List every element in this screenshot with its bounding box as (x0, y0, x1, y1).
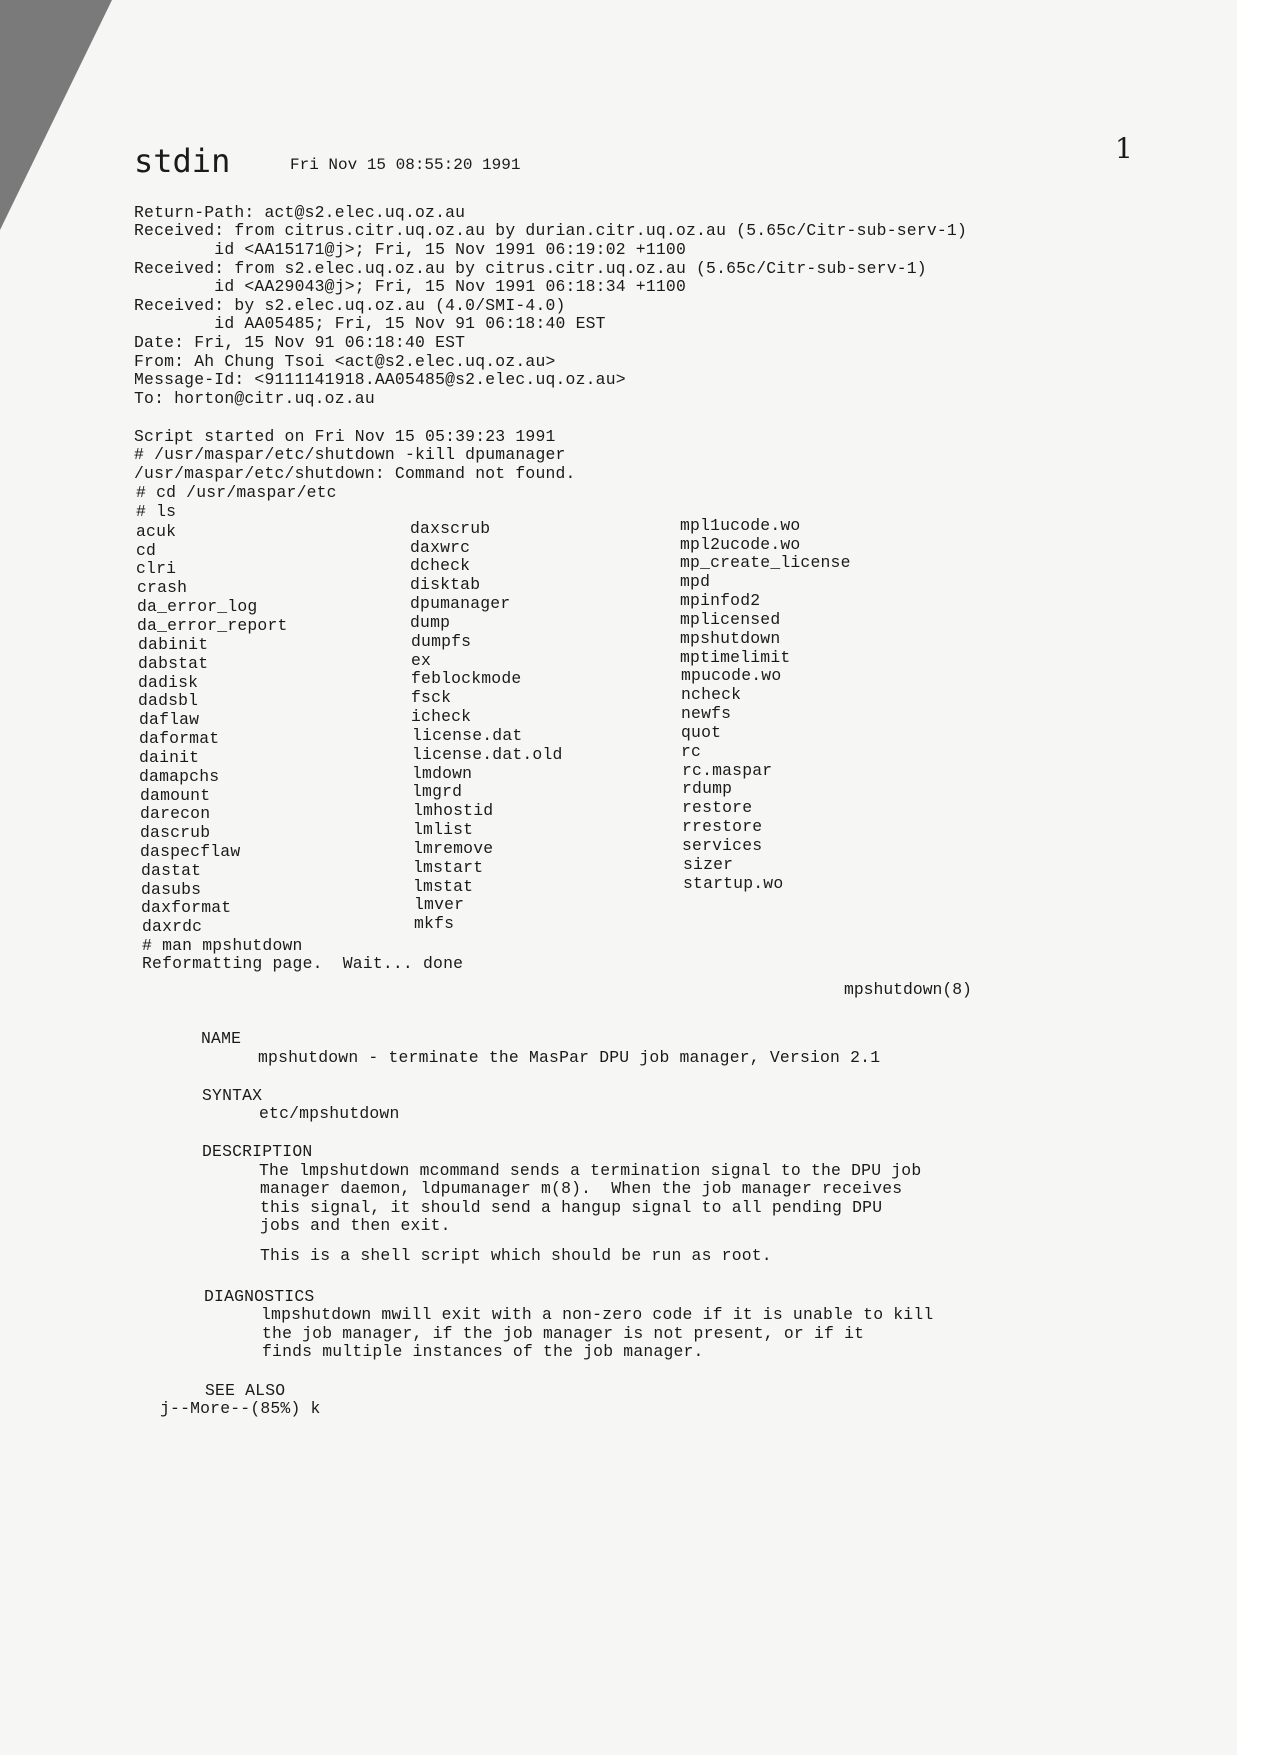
ls-entry: dadisk (138, 673, 199, 692)
man-description-note: This is a shell script which should be run as root. (260, 1246, 772, 1265)
ls-entry: mpshutdown (680, 629, 781, 648)
ls-entry: dastat (141, 861, 202, 880)
man-command: # man mpshutdown (142, 936, 303, 955)
ls-entry: mpd (680, 572, 711, 591)
ls-entry: ncheck (681, 685, 742, 704)
man-see-also-heading: SEE ALSO (205, 1381, 286, 1400)
mail-header-line: Received: from citrus.citr.uq.oz.au by durian.citr.uq.oz.au (5.65c/Citr-sub-serv-1) (134, 221, 967, 240)
ls-entry: crash (137, 578, 188, 597)
ls-entry: dasubs (141, 880, 202, 899)
ls-entry: lmver (414, 895, 465, 914)
ls-entry: clri (136, 559, 177, 578)
ls-entry: daxformat (141, 898, 232, 917)
ls-entry: mp_create_license (680, 553, 851, 572)
mail-header-line: id <AA29043@j>; Fri, 15 Nov 1991 06:18:34 +1100 (134, 277, 686, 296)
man-section-header: mpshutdown(8) (844, 980, 972, 999)
man-diagnostics-line: finds multiple instances of the job manager. (262, 1342, 704, 1361)
ls-entry: lmlist (413, 820, 474, 839)
ls-entry: mpucode.wo (681, 666, 782, 685)
ls-entry: mpl2ucode.wo (680, 535, 801, 554)
ls-entry: restore (682, 798, 753, 817)
ls-entry: dabinit (138, 635, 209, 654)
man-diagnostics-line: lmpshutdown mwill exit with a non-zero code if it is unable to kill (261, 1305, 934, 1324)
ls-entry: mpl1ucode.wo (680, 516, 801, 535)
mail-header-line: Received: by s2.elec.uq.oz.au (4.0/SMI-4.0) (134, 296, 566, 315)
page-edge (1237, 0, 1275, 1755)
ls-entry: dabstat (138, 654, 209, 673)
ls-entry: feblockmode (411, 669, 522, 688)
ls-entry: rc (681, 742, 702, 761)
ls-entry: license.dat (412, 726, 523, 745)
ls-entry: license.dat.old (412, 745, 563, 764)
mail-header-line: Message-Id: <9111141918.AA05485@s2.elec.uq.oz.au> (134, 370, 626, 389)
script-line: # cd /usr/maspar/etc (136, 483, 337, 502)
document-title: stdin (134, 142, 231, 180)
ls-entry: dainit (139, 748, 200, 767)
ls-entry: sizer (683, 855, 734, 874)
man-description-line: manager daemon, ldpumanager m(8). When the job manager receives (260, 1179, 903, 1198)
script-line: # /usr/maspar/etc/shutdown -kill dpumanager (134, 445, 566, 464)
ls-entry: cd (136, 541, 157, 560)
ls-entry: ex (411, 651, 432, 670)
ls-entry: da_error_report (137, 616, 288, 635)
ls-entry: mptimelimit (680, 648, 791, 667)
ls-entry: lmhostid (413, 801, 494, 820)
ls-entry: services (682, 836, 763, 855)
man-description-heading: DESCRIPTION (202, 1142, 313, 1161)
man-description-line: The lmpshutdown mcommand sends a termination signal to the DPU job (259, 1161, 922, 1180)
man-description-line: this signal, it should send a hangup signal to all pending DPU (260, 1198, 883, 1217)
ls-entry: dumpfs (411, 632, 472, 651)
ls-entry: lmdown (412, 764, 473, 783)
reformat-status: Reformatting page. Wait... done (142, 954, 464, 973)
pager-prompt: j--More--(85%) k (160, 1399, 321, 1418)
ls-entry: damount (140, 786, 211, 805)
ls-entry: icheck (411, 707, 472, 726)
ls-entry: daflaw (139, 710, 200, 729)
man-name-text: mpshutdown - terminate the MasPar DPU job manager, Version 2.1 (258, 1048, 881, 1067)
script-line: /usr/maspar/etc/shutdown: Command not found. (134, 464, 576, 483)
ls-entry: fsck (411, 688, 452, 707)
ls-entry: mpinfod2 (680, 591, 761, 610)
ls-entry: rc.maspar (682, 761, 773, 780)
ls-entry: daformat (139, 729, 220, 748)
page-number: 1 (1115, 132, 1133, 165)
ls-entry: dpumanager (410, 594, 511, 613)
ls-entry: mplicensed (680, 610, 781, 629)
ls-entry: rdump (682, 779, 733, 798)
ls-entry: rrestore (682, 817, 763, 836)
man-description-line: jobs and then exit. (260, 1216, 451, 1235)
ls-entry: daxrdc (142, 917, 203, 936)
ls-entry: mkfs (414, 914, 455, 933)
mail-header-line: id AA05485; Fri, 15 Nov 91 06:18:40 EST (134, 314, 606, 333)
ls-entry: acuk (136, 522, 177, 541)
man-syntax-text: etc/mpshutdown (259, 1104, 400, 1123)
script-line: # ls (136, 502, 177, 521)
ls-entry: lmstart (413, 858, 484, 877)
ls-entry: dump (410, 613, 451, 632)
ls-entry: quot (681, 723, 722, 742)
script-line: Script started on Fri Nov 15 05:39:23 1991 (134, 427, 556, 446)
ls-entry: darecon (140, 804, 211, 823)
ls-entry: startup.wo (683, 874, 784, 893)
ls-entry: lmstat (413, 877, 474, 896)
man-diagnostics-heading: DIAGNOSTICS (204, 1287, 315, 1306)
ls-entry: daxwrc (410, 538, 471, 557)
ls-entry: da_error_log (137, 597, 258, 616)
ls-entry: daspecflaw (140, 842, 241, 861)
ls-entry: damapchs (139, 767, 220, 786)
document-date: Fri Nov 15 08:55:20 1991 (290, 156, 521, 174)
mail-header-line: To: horton@citr.uq.oz.au (134, 389, 375, 408)
ls-entry: dascrub (140, 823, 211, 842)
ls-entry: lmgrd (412, 782, 463, 801)
mail-header-line: Return-Path: act@s2.elec.uq.oz.au (134, 203, 466, 222)
ls-entry: disktab (410, 575, 481, 594)
mail-header-line: Received: from s2.elec.uq.oz.au by citrus.citr.uq.oz.au (5.65c/Citr-sub-serv-1) (134, 259, 927, 278)
ls-entry: dcheck (410, 556, 471, 575)
man-diagnostics-line: the job manager, if the job manager is not present, or if it (262, 1324, 865, 1343)
ls-entry: daxscrub (410, 519, 491, 538)
mail-header-line: Date: Fri, 15 Nov 91 06:18:40 EST (134, 333, 466, 352)
ls-entry: dadsbl (138, 691, 199, 710)
man-syntax-heading: SYNTAX (202, 1086, 263, 1105)
ls-entry: newfs (681, 704, 732, 723)
mail-header-line: id <AA15171@j>; Fri, 15 Nov 1991 06:19:02 +1100 (134, 240, 686, 259)
mail-header-line: From: Ah Chung Tsoi <act@s2.elec.uq.oz.au> (134, 352, 556, 371)
man-name-heading: NAME (201, 1029, 242, 1048)
ls-entry: lmremove (413, 839, 494, 858)
